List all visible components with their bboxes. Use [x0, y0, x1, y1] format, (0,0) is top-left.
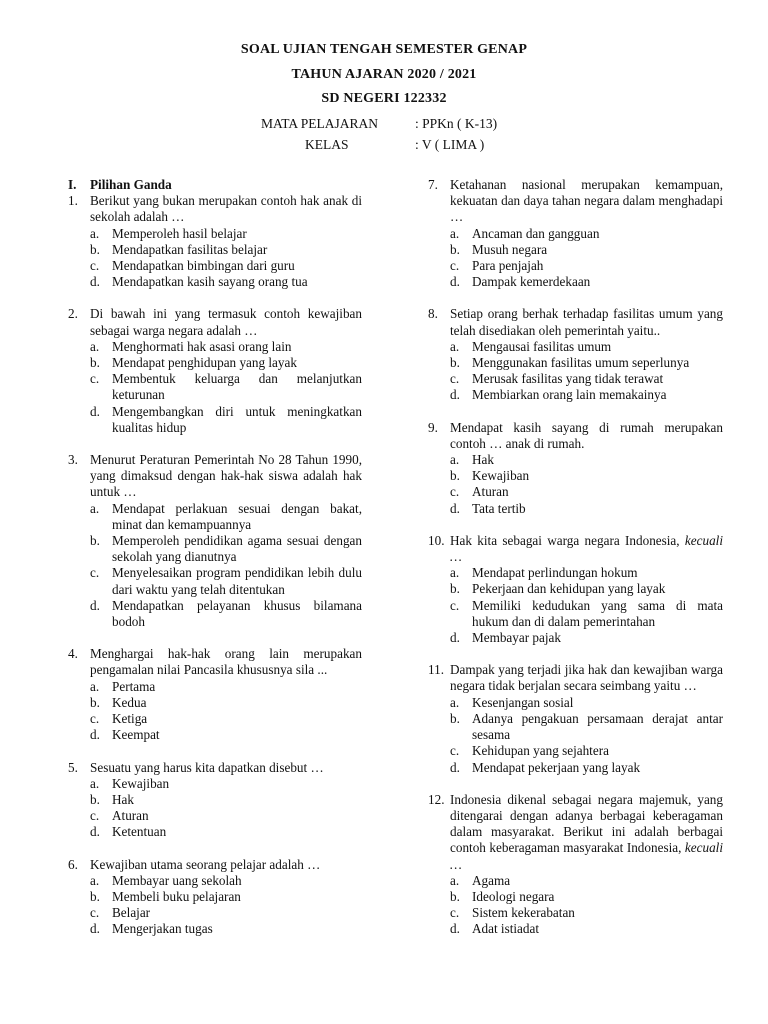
option-text: Membeli buku pelajaran — [112, 888, 241, 904]
question-5 — [68, 760, 362, 841]
question-6 — [68, 857, 362, 938]
option-a — [90, 226, 362, 242]
option-text: Adat istiadat — [472, 921, 540, 937]
option-c — [450, 484, 723, 500]
question-number: 1. — [68, 193, 78, 209]
question-text — [450, 792, 723, 873]
option-label: b. — [450, 710, 460, 726]
question-4 — [68, 646, 362, 743]
option-text: Mendapat perlindungan hokum — [472, 565, 638, 581]
option-label: b. — [450, 468, 460, 484]
question-italic-suffix: kecuali … — [450, 840, 723, 872]
option-list — [90, 873, 362, 938]
option-text: Dampak kemerdekaan — [472, 274, 591, 290]
option-c — [450, 371, 723, 387]
question-number: 11. — [428, 662, 444, 678]
option-b — [90, 889, 362, 905]
option-text: Sistem kekerabatan — [472, 905, 575, 921]
option-c — [450, 598, 723, 630]
option-text: Mengausai fasilitas umum — [472, 338, 612, 354]
option-label: b. — [90, 355, 100, 371]
option-d — [90, 824, 362, 840]
option-b — [90, 355, 362, 371]
subject-label: MATA PELAJARAN — [261, 116, 379, 131]
class-label: KELAS — [305, 137, 349, 152]
question-text: Setiap orang berhak terhadap fasilitas umum yang telah disediakan oleh pemerintah yaitu.. — [450, 306, 723, 338]
option-label: d. — [90, 824, 100, 840]
option-label: c. — [90, 371, 100, 387]
option-label: a. — [450, 452, 460, 468]
option-label: a. — [450, 694, 460, 710]
option-list — [450, 339, 723, 404]
option-text: Keempat — [112, 727, 160, 743]
option-label: b. — [90, 888, 100, 904]
option-text: Mengembangkan diri untuk meningkatkan kualitas hidup — [112, 403, 362, 435]
option-d — [450, 630, 723, 646]
option-text: Belajar — [112, 905, 151, 921]
option-d — [90, 274, 362, 290]
option-text: Memiliki kedudukan yang sama di mata hukum dan di dalam pemerintahan — [472, 597, 723, 629]
option-text: Agama — [472, 872, 511, 888]
option-label: a. — [90, 678, 100, 694]
option-text: Membayar uang sekolah — [112, 872, 242, 888]
question-number: 10. — [428, 532, 445, 548]
option-b — [90, 533, 362, 565]
question-3 — [68, 452, 362, 630]
option-text: Menyelesaikan program pendidikan lebih dulu dari waktu yang telah ditentukan — [112, 565, 362, 597]
option-list — [90, 339, 362, 436]
option-text: Kesenjangan sosial — [472, 694, 574, 710]
option-list — [450, 226, 723, 291]
question-number: 6. — [68, 856, 78, 872]
class-row — [0, 134, 768, 155]
option-label: a. — [450, 565, 460, 581]
option-label: c. — [450, 743, 460, 759]
option-label: c. — [450, 258, 460, 274]
option-text: Membayar pajak — [472, 630, 561, 646]
option-b — [450, 468, 723, 484]
question-text — [450, 533, 723, 565]
option-label: d. — [450, 387, 460, 403]
question-number: 2. — [68, 306, 78, 322]
option-label: d. — [450, 630, 460, 646]
option-text: Aturan — [472, 484, 509, 500]
option-label: d. — [90, 274, 100, 290]
option-label: d. — [450, 921, 460, 937]
question-text: Di bawah ini yang termasuk contoh kewajiban sebagai warga negara adalah … — [90, 306, 362, 338]
option-a — [90, 501, 362, 533]
option-a — [450, 452, 723, 468]
option-d — [90, 921, 362, 937]
question-main-text: Indonesia dikenal sebagai negara majemuk, yang ditengarai dengan adanya berbagai keberagaman dalam masyarakat. Berikut ini adalah berbagai contoh keberagaman masyarakat Indonesia, — [450, 791, 723, 856]
option-d — [450, 501, 723, 517]
option-text: Menghormati hak asasi orang lain — [112, 338, 292, 354]
question-text: Berikut yang bukan merupakan contoh hak anak di sekolah adalah … — [90, 193, 362, 225]
option-c — [90, 565, 362, 597]
option-c — [90, 808, 362, 824]
option-text: Kehidupan yang sejahtera — [472, 743, 609, 759]
option-d — [90, 404, 362, 436]
option-c — [90, 258, 362, 274]
exam-meta — [0, 113, 768, 155]
option-d — [450, 921, 723, 937]
section-title — [68, 177, 362, 193]
option-label: b. — [90, 791, 100, 807]
option-label: b. — [90, 694, 100, 710]
option-list — [450, 565, 723, 646]
option-a — [450, 339, 723, 355]
option-c — [450, 743, 723, 759]
option-text: Mengerjakan tugas — [112, 921, 213, 937]
option-b — [90, 242, 362, 258]
option-text: Memperoleh pendidikan agama sesuai dengan sekolah yang dianutnya — [112, 533, 362, 565]
option-text: Ketiga — [112, 711, 148, 727]
option-label: c. — [450, 484, 460, 500]
option-label: a. — [90, 225, 100, 241]
option-text: Mendapatkan kasih sayang orang tua — [112, 274, 308, 290]
option-label: b. — [450, 355, 460, 371]
option-list — [90, 679, 362, 744]
option-label: c. — [90, 808, 100, 824]
question-8 — [428, 306, 723, 403]
subject-row — [0, 113, 768, 134]
option-a — [90, 339, 362, 355]
option-text: Mendapat penghidupan yang layak — [112, 355, 297, 371]
option-text: Ketentuan — [112, 824, 167, 840]
option-a — [90, 679, 362, 695]
option-text: Adanya pengakuan persamaan derajat antar sesama — [472, 710, 723, 743]
option-d — [450, 387, 723, 403]
option-label: d. — [90, 597, 100, 613]
option-text: Menggunakan fasilitas umum seperlunya — [472, 355, 690, 371]
question-text: Kewajiban utama seorang pelajar adalah … — [90, 856, 321, 872]
option-text: Pertama — [112, 678, 156, 694]
option-text: Ideologi negara — [472, 888, 555, 904]
question-number: 7. — [428, 177, 438, 192]
option-b — [450, 711, 723, 743]
question-number: 8. — [428, 306, 438, 322]
option-b — [90, 695, 362, 711]
question-number: 12. — [428, 791, 445, 807]
question-text: Menghargai hak-hak orang lain merupakan pengamalan nilai Pancasila khususnya sila ... — [90, 646, 362, 678]
question-12 — [428, 792, 723, 938]
option-label: a. — [450, 225, 460, 241]
question-7 — [428, 177, 723, 290]
question-11 — [428, 662, 723, 775]
option-text: Mendapat perlakuan sesuai dengan bakat, minat dan kemampuannya — [112, 500, 362, 532]
option-c — [450, 905, 723, 921]
option-label: c. — [450, 371, 460, 387]
question-text: Dampak yang terjadi jika hak dan kewajiban warga negara tidak berjalan secara seimbang yaitu … — [450, 662, 723, 694]
option-text: Mendapatkan fasilitas belajar — [112, 241, 268, 257]
option-label: b. — [450, 241, 460, 257]
option-c — [90, 711, 362, 727]
option-text: Kewajiban — [472, 468, 530, 484]
option-label: b. — [90, 241, 100, 257]
option-list — [450, 452, 723, 517]
option-text: Membiarkan orang lain memakainya — [472, 387, 667, 403]
option-b — [450, 889, 723, 905]
option-label: c. — [450, 597, 460, 613]
option-a — [90, 776, 362, 792]
question-italic-suffix: kecuali … — [450, 532, 723, 565]
option-label: c. — [90, 565, 100, 581]
option-d — [450, 760, 723, 776]
title-line-3: SD NEGERI 122332 — [321, 91, 447, 106]
subject-value: : PPKn ( K-13) — [415, 116, 498, 131]
option-label: c. — [90, 905, 100, 921]
option-a — [90, 873, 362, 889]
option-text: Memperoleh hasil belajar — [112, 225, 247, 241]
option-b — [450, 242, 723, 258]
question-number: 9. — [428, 419, 438, 435]
option-label: a. — [90, 872, 100, 888]
option-text: Musuh negara — [472, 241, 548, 257]
option-list — [90, 776, 362, 841]
option-label: d. — [90, 921, 100, 937]
option-text: Hak — [472, 452, 494, 468]
option-text: Mendapatkan pelayanan khusus bilamana bodoh — [112, 597, 362, 630]
section-label: Pilihan Ganda — [90, 177, 172, 192]
option-label: d. — [90, 403, 100, 419]
option-label: b. — [450, 581, 460, 597]
option-d — [90, 727, 362, 743]
option-label: d. — [90, 727, 100, 743]
option-text: Para penjajah — [472, 258, 544, 274]
option-text: Tata tertib — [472, 500, 526, 516]
question-number: 3. — [68, 452, 78, 468]
option-a — [450, 873, 723, 889]
option-a — [450, 695, 723, 711]
option-d — [90, 598, 362, 630]
option-list — [90, 226, 362, 291]
question-1 — [68, 193, 362, 290]
option-text: Ancaman dan gangguan — [472, 225, 600, 241]
option-text: Merusak fasilitas yang tidak terawat — [472, 371, 664, 387]
option-b — [450, 581, 723, 597]
title-line-1: SOAL UJIAN TENGAH SEMESTER GENAP — [240, 42, 528, 57]
right-column — [428, 177, 723, 938]
option-b — [90, 792, 362, 808]
option-c — [90, 905, 362, 921]
left-column — [68, 177, 362, 938]
option-text: Hak — [112, 791, 134, 807]
question-text: Menurut Peraturan Pemerintah No 28 Tahun 1990, yang dimaksud dengan hak-hak siswa adalah hak untuk … — [90, 452, 362, 500]
question-number: 4. — [68, 646, 78, 662]
option-text: Membentuk keluarga dan melanjutkan keturunan — [112, 371, 362, 403]
option-label: a. — [450, 338, 460, 354]
option-label: b. — [450, 888, 460, 904]
option-label: d. — [450, 274, 460, 290]
option-label: d. — [450, 759, 460, 775]
option-a — [450, 226, 723, 242]
option-label: a. — [90, 775, 100, 791]
option-text: Pekerjaan dan kehidupan yang layak — [472, 581, 666, 597]
question-number: 5. — [68, 759, 78, 775]
option-label: c. — [90, 711, 100, 727]
option-list — [90, 501, 362, 631]
title-line-2: TAHUN AJARAN 2020 / 2021 — [291, 66, 477, 82]
option-text: Aturan — [112, 808, 149, 824]
option-label: a. — [90, 500, 100, 516]
option-label: a. — [450, 872, 460, 888]
question-main-text: Hak kita sebagai warga negara Indonesia, — [450, 532, 680, 548]
option-text: Mendapatkan bimbingan dari guru — [112, 258, 295, 274]
option-label: c. — [450, 905, 460, 921]
option-a — [450, 565, 723, 581]
option-text: Kewajiban — [112, 775, 170, 791]
option-list — [450, 873, 723, 938]
question-2 — [68, 306, 362, 436]
option-b — [450, 355, 723, 371]
class-value: : V ( LIMA ) — [415, 137, 485, 152]
question-9 — [428, 420, 723, 517]
exam-header — [0, 38, 768, 112]
option-label: a. — [90, 338, 100, 354]
option-d — [450, 274, 723, 290]
option-text: Mendapat pekerjaan yang layak — [472, 759, 641, 775]
option-label: c. — [90, 258, 100, 274]
option-c — [450, 258, 723, 274]
section-number: I. — [68, 177, 77, 192]
option-label: b. — [90, 533, 100, 549]
question-text: Mendapat kasih sayang di rumah merupakan contoh … anak di rumah. — [450, 419, 723, 451]
question-text: Sesuatu yang harus kita dapatkan disebut … — [90, 759, 324, 775]
option-label: d. — [450, 500, 460, 516]
option-list — [450, 695, 723, 776]
option-text: Kedua — [112, 694, 147, 710]
question-text: Ketahanan nasional merupakan kemampuan, kekuatan dan daya tahan negara dalam menghadapi … — [450, 177, 723, 225]
option-c — [90, 371, 362, 403]
question-10 — [428, 533, 723, 646]
